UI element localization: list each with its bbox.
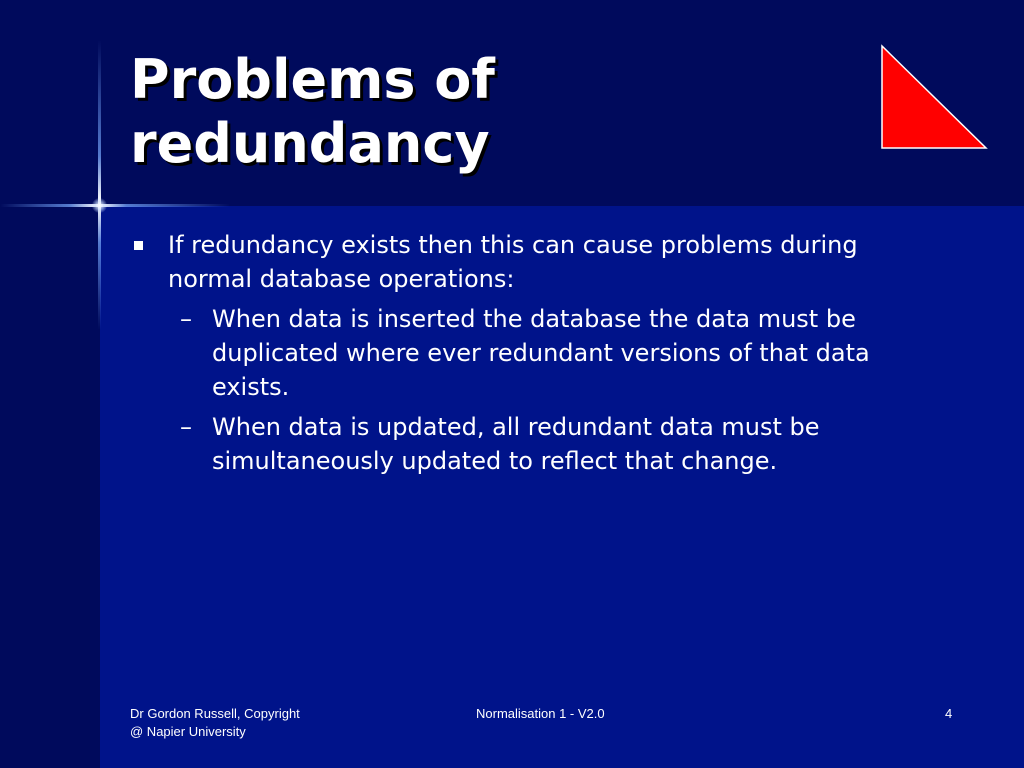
sub-bullet-line-1: When data is updated, all redundant data must be: [212, 413, 820, 441]
sub-bullet-item: [130, 410, 920, 478]
vertical-glow-line: [98, 40, 101, 330]
star-sparkle-icon: [92, 198, 107, 213]
sub-bullet-item: [130, 302, 920, 404]
square-bullet-icon: [134, 241, 143, 250]
footer-copyright-line-2: @ Napier University: [130, 724, 246, 739]
footer-course-title: Normalisation 1 - V2.0: [476, 706, 605, 721]
slide-title: [130, 48, 730, 176]
sub-bullet-line-1: When data is inserted the database the data must be: [212, 305, 856, 333]
dash-bullet-icon: –: [180, 305, 192, 333]
red-triangle-icon: [880, 44, 988, 150]
bullet-text-line-1: If redundancy exists then this can cause problems during: [168, 231, 858, 259]
sub-bullet-line-2: simultaneously updated to reflect that change.: [212, 447, 778, 475]
dash-bullet-icon: –: [180, 413, 192, 441]
sub-bullet-line-3: exists.: [212, 373, 290, 401]
left-band: [0, 0, 100, 768]
bullet-item: [130, 228, 920, 296]
bullet-text-line-2: normal database operations:: [168, 265, 515, 293]
title-line-1: Problems of: [130, 48, 495, 111]
footer-copyright-line-1: Dr Gordon Russell, Copyright: [130, 706, 300, 721]
title-line-2: redundancy: [130, 112, 490, 175]
slide-body: [130, 228, 920, 478]
sub-bullet-line-2: duplicated where ever redundant versions of that data: [212, 339, 870, 367]
slide-number: 4: [945, 706, 953, 721]
footer-copyright: [130, 705, 300, 741]
horizontal-glow-line: [0, 204, 230, 207]
